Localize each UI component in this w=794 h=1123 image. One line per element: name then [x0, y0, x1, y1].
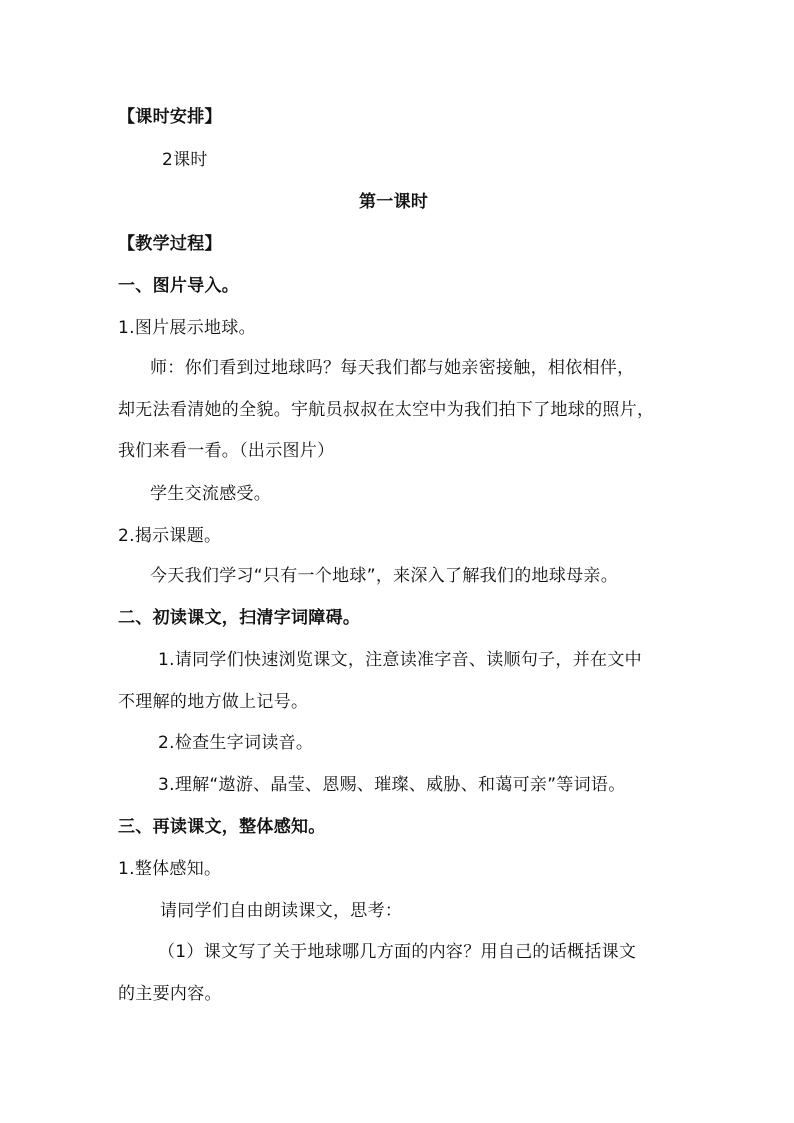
part2-item2: 2.检查生字词读音。	[158, 733, 314, 753]
part1-heading: 一、图片导入。	[118, 276, 240, 296]
topic-intro: 今天我们学习“只有一个地球”，来深入了解我们的地球母亲。	[150, 566, 619, 586]
reading-prompt: 请同学们自由朗读课文，思考：	[160, 901, 403, 921]
part2-item1-line1: 1.请同学们快速浏览课文，注意读准字音、读顺句子，并在文中	[158, 650, 642, 670]
question1-line1: （1）课文写了关于地球哪几方面的内容？用自己的话概括课文	[158, 942, 637, 962]
teacher-paragraph-line1: 师：你们看到过地球吗？每天我们都与她亲密接触，相依相伴，	[150, 358, 635, 378]
part3-heading: 三、再读课文，整体感知。	[118, 817, 326, 837]
teacher-paragraph-line2: 却无法看清她的全貌。宇航员叔叔在太空中为我们拍下了地球的照片，	[118, 400, 655, 420]
part2-heading: 二、初读课文，扫清字词障碍。	[118, 608, 361, 628]
part1-item1: 1.图片展示地球。	[118, 318, 256, 338]
teacher-paragraph-line3: 我们来看一看。（出示图片）	[118, 441, 335, 461]
part2-item1-line2: 不理解的地方做上记号。	[118, 692, 309, 712]
question1-line2: 的主要内容。	[118, 984, 222, 1004]
part3-item1: 1.整体感知。	[118, 859, 222, 879]
lesson-title: 第一课时	[359, 192, 429, 212]
students-exchange: 学生交流感受。	[150, 484, 272, 504]
schedule-value: 2课时	[162, 150, 208, 170]
process-heading: 【教学过程】	[118, 234, 222, 254]
part2-item3: 3.理解“遨游、晶莹、恩赐、璀璨、威胁、和蔼可亲”等词语。	[158, 775, 626, 795]
part1-item2: 2.揭示课题。	[118, 526, 222, 546]
schedule-heading: 【课时安排】	[118, 107, 222, 127]
